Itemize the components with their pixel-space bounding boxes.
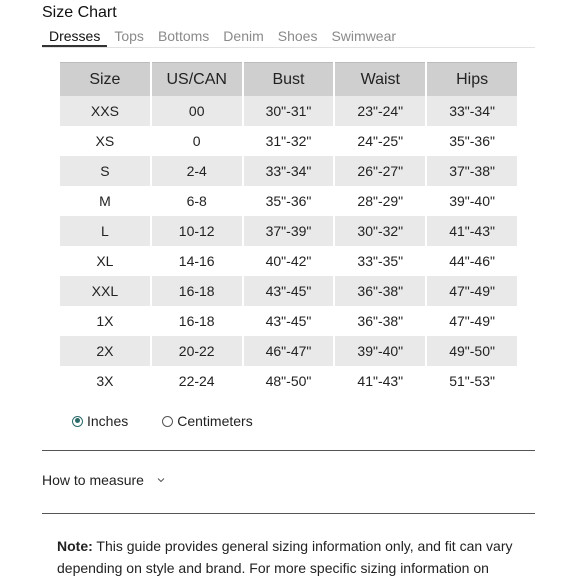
inches-label: Inches (87, 413, 129, 429)
table-cell: 33"-34" (427, 96, 517, 126)
table-cell: 22-24 (178, 373, 215, 389)
table-cell: 6-8 (186, 193, 207, 209)
centimeters-radio[interactable] (162, 413, 252, 429)
table-cell: 23"-24" (335, 96, 425, 126)
radio-checked-icon[interactable] (72, 416, 83, 427)
table-cell: 39"-40" (449, 193, 495, 209)
table-cell: 40"-42" (265, 253, 312, 269)
table-cell: L (60, 216, 150, 246)
table-cell: 00 (152, 96, 242, 126)
table-cell: 43"-45" (244, 276, 334, 306)
table-row (60, 126, 517, 156)
table-cell: 41"-43" (427, 216, 517, 246)
table-cell: 2-4 (152, 156, 242, 186)
column-header-size: Size (60, 62, 150, 96)
table-cell: 37"-39" (244, 216, 334, 246)
table-cell: 24"-25" (357, 133, 404, 149)
column-header-waist: Waist (335, 62, 425, 96)
table-cell: XS (95, 133, 115, 149)
unit-selector (72, 413, 253, 429)
table-header-row (60, 62, 517, 96)
table-cell: 49"-50" (427, 336, 517, 366)
tab-swimwear[interactable]: Swimwear (331, 28, 397, 44)
column-header-bust: Bust (244, 62, 334, 96)
table-cell: 35"-36" (449, 133, 495, 149)
page-title: Size Chart (42, 4, 117, 21)
category-tabs (42, 27, 535, 48)
table-cell: 33"-34" (244, 156, 334, 186)
table-row (60, 96, 517, 126)
column-header-us-can: US/CAN (152, 62, 242, 96)
table-cell: 48"-50" (265, 373, 312, 389)
table-cell: M (99, 193, 111, 209)
table-cell: 2X (60, 336, 150, 366)
table-row (60, 216, 517, 246)
table-cell: 47"-49" (449, 313, 495, 329)
how-to-measure-label: How to measure (42, 472, 144, 488)
table-row (60, 156, 517, 186)
table-row (60, 276, 517, 306)
table-cell: 20-22 (152, 336, 242, 366)
table-row (60, 246, 517, 276)
divider (42, 513, 535, 514)
table-row (60, 186, 517, 216)
table-cell: 36"-38" (335, 276, 425, 306)
table-cell: 35"-36" (265, 193, 312, 209)
table-cell: 0 (192, 133, 201, 149)
tab-dresses[interactable]: Dresses (42, 27, 107, 47)
tab-bottoms[interactable]: Bottoms (157, 28, 210, 44)
tab-tops[interactable]: Tops (114, 28, 144, 44)
table-row (60, 306, 517, 336)
column-header-hips: Hips (427, 62, 517, 96)
table-cell: 36"-38" (357, 313, 404, 329)
divider (42, 450, 535, 451)
table-cell: 28"-29" (357, 193, 404, 209)
centimeters-label: Centimeters (177, 413, 253, 429)
table-cell: 37"-38" (427, 156, 517, 186)
table-cell: 47"-49" (427, 276, 517, 306)
table-cell: 10-12 (152, 216, 242, 246)
table-cell: 46"-47" (244, 336, 334, 366)
note-label: Note: (57, 538, 93, 554)
table-cell: XXS (60, 96, 150, 126)
table-cell: 16-18 (152, 276, 242, 306)
inches-radio[interactable] (72, 413, 128, 429)
table-cell: 30"-32" (335, 216, 425, 246)
table-row (60, 336, 517, 366)
table-cell: 31"-32" (265, 133, 312, 149)
table-cell: 14-16 (178, 253, 215, 269)
table-cell: 39"-40" (335, 336, 425, 366)
tab-denim[interactable]: Denim (223, 28, 264, 44)
note-text: This guide provides general sizing information only, and fit can vary depending on style and brand. For more specific sizing information on (57, 538, 513, 576)
radio-unchecked-icon[interactable] (162, 416, 173, 427)
table-cell: 30"-31" (244, 96, 334, 126)
tab-shoes[interactable]: Shoes (277, 28, 318, 44)
chevron-down-icon (156, 475, 166, 485)
table-cell: 3X (96, 373, 114, 389)
table-row (60, 366, 517, 396)
table-cell: XL (96, 253, 114, 269)
table-cell: S (60, 156, 150, 186)
table-cell: 51"-53" (449, 373, 495, 389)
table-cell: 43"-45" (265, 313, 312, 329)
table-cell: XXL (60, 276, 150, 306)
table-cell: 33"-35" (357, 253, 404, 269)
table-cell: 41"-43" (357, 373, 404, 389)
table-cell: 16-18 (178, 313, 215, 329)
table-cell: 44"-46" (449, 253, 495, 269)
size-table (58, 62, 519, 396)
how-to-measure-toggle[interactable] (42, 472, 166, 488)
sizing-note (57, 535, 537, 579)
table-cell: 26"-27" (335, 156, 425, 186)
table-cell: 1X (96, 313, 114, 329)
